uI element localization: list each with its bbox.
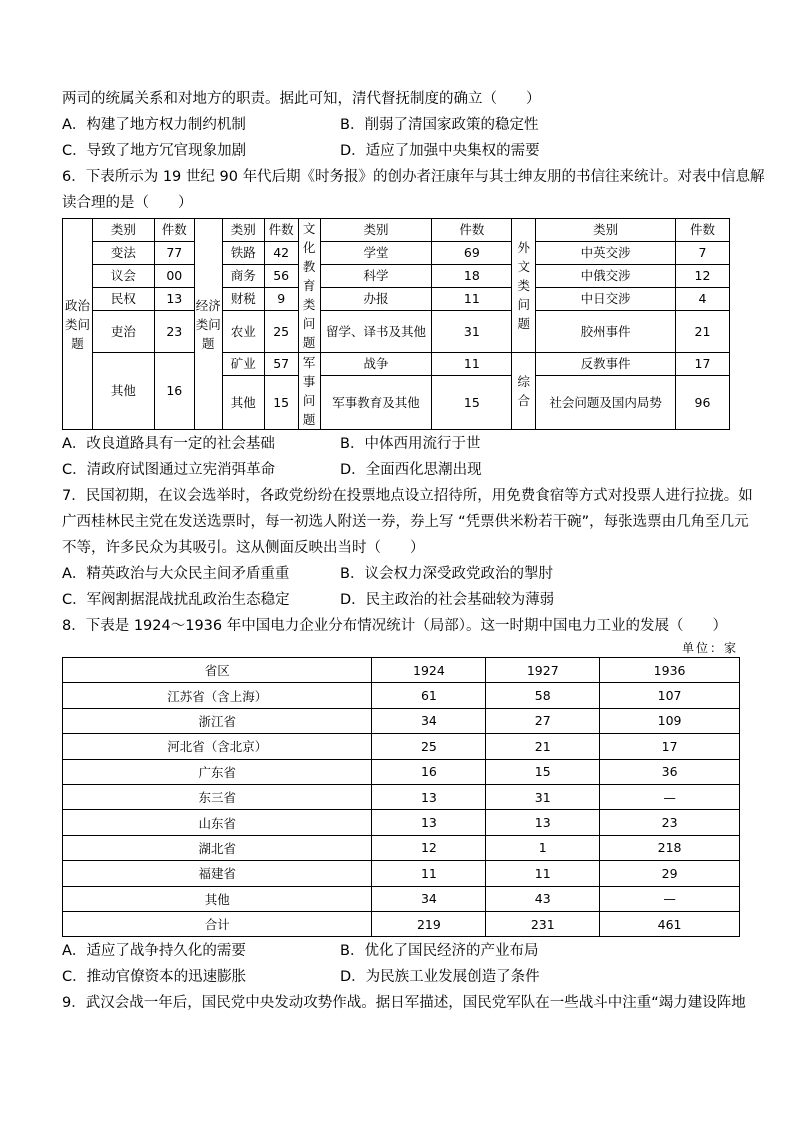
group-military: 军事问题 — [298, 353, 320, 430]
option-c: C．军阀割据混战扰乱政治生态稳定 — [62, 592, 290, 608]
q5-options-row2 — [62, 138, 742, 164]
cell: 13 — [486, 810, 600, 835]
q7-stem-line2: 广西桂林民主党在发送选票时，每一初选人附送一券，券上写 “凭票供米粉若干碗”，每张选票由几角至几元 — [62, 514, 749, 530]
cell-military-cat: 军事教育及其他 — [320, 376, 432, 430]
option-a: A．适应了战争持久化的需要 — [62, 943, 246, 960]
cell: 13 — [372, 784, 486, 809]
cell-culture-num: 11 — [432, 288, 512, 311]
option-b: B．中体西用流行于世 — [340, 436, 481, 452]
cell-foreign-cat: 中日交涉 — [536, 288, 676, 311]
cell: 231 — [486, 911, 600, 936]
header-count: 件数 — [154, 219, 194, 242]
option-d: D．适应了加强中央集权的需要 — [340, 143, 540, 159]
cell: 1 — [486, 835, 600, 860]
cell-general-cat: 反教事件 — [536, 353, 676, 376]
cell-politics-cat: 吏治 — [92, 311, 154, 353]
cell: 福建省 — [63, 861, 372, 886]
header-category: 类别 — [320, 219, 432, 242]
table-row — [63, 810, 740, 835]
group-politics: 政治类问题 — [63, 219, 93, 430]
cell: 25 — [372, 734, 486, 759]
cell-politics-num: 16 — [154, 353, 194, 430]
cell: 广东省 — [63, 759, 372, 784]
cell-foreign-cat: 中俄交涉 — [536, 265, 676, 288]
cell-politics-cat: 议会 — [92, 265, 154, 288]
cell: 东三省 — [63, 784, 372, 809]
q8-options-row2 — [62, 964, 742, 990]
cell-economy-cat: 铁路 — [222, 242, 264, 265]
cell-economy-num: 56 — [264, 265, 298, 288]
cell: 浙江省 — [63, 708, 372, 733]
table-row — [63, 861, 740, 886]
cell: — — [600, 886, 740, 911]
q7-options-row1 — [62, 561, 742, 587]
cell: 34 — [372, 886, 486, 911]
q8-options-row1 — [62, 938, 742, 964]
option-b: B．削弱了清国家政策的稳定性 — [340, 117, 539, 133]
cell: 107 — [600, 683, 740, 708]
cell-culture-num: 69 — [432, 242, 512, 265]
cell-foreign-cat: 胶州事件 — [536, 311, 676, 353]
cell-economy-cat: 农业 — [222, 311, 264, 353]
option-d: D．全面西化思潮出现 — [340, 462, 482, 478]
column-header: 1936 — [600, 658, 740, 683]
cell-economy-num: 15 — [264, 376, 298, 430]
header-category: 类别 — [222, 219, 264, 242]
q6-stem-line2: 读合理的是（ ） — [62, 195, 193, 211]
cell-general-num: 17 — [675, 353, 729, 376]
table-row — [63, 886, 740, 911]
cell-politics-cat: 其他 — [92, 353, 154, 430]
exam-page — [62, 86, 765, 1016]
option-a: A．构建了地方权力制约机制 — [62, 117, 246, 133]
option-d: D．为民族工业发展创造了条件 — [340, 969, 540, 986]
cell-politics-num: 00 — [154, 265, 194, 288]
cell-economy-cat: 矿业 — [222, 353, 264, 376]
cell-economy-cat: 财税 — [222, 288, 264, 311]
cell: 61 — [372, 683, 486, 708]
option-d: D．民主政治的社会基础较为薄弱 — [340, 592, 555, 608]
option-b: B．议会权力深受政党政治的掣肘 — [340, 566, 553, 582]
cell: 其他 — [63, 886, 372, 911]
column-header: 省区 — [63, 658, 372, 683]
table-row — [63, 784, 740, 809]
q8-table — [62, 657, 740, 937]
cell: — — [600, 784, 740, 809]
q9-stem: 9．武汉会战一年后，国民党中央发动攻势作战。据日军描述，国民党军队在一些战斗中注重“竭力建设阵地 — [62, 995, 746, 1012]
cell: 34 — [372, 708, 486, 733]
cell-economy-num: 9 — [264, 288, 298, 311]
cell-economy-num: 57 — [264, 353, 298, 376]
cell-economy-cat: 其他 — [222, 376, 264, 430]
header-category: 类别 — [536, 219, 676, 242]
cell: 23 — [600, 810, 740, 835]
table-row — [63, 835, 740, 860]
cell-politics-cat: 民权 — [92, 288, 154, 311]
option-c: C．清政府试图通过立宪消弭革命 — [62, 462, 276, 478]
cell-economy-cat: 商务 — [222, 265, 264, 288]
q7-stem-line1: 7．民国初期，在议会选举时，各政党纷纷在投票地点设立招待所，用免费食宿等方式对投票人进行拉拢。如 — [62, 488, 753, 504]
q8-stem: 8．下表是 1924～1936 年中国电力企业分布情况统计（局部）。这一时期中国电力工业的发展（ ） — [62, 618, 727, 634]
cell-politics-num: 77 — [154, 242, 194, 265]
cell: 13 — [372, 810, 486, 835]
cell: 17 — [600, 734, 740, 759]
cell-foreign-num: 21 — [675, 311, 729, 353]
cell-culture-cat: 办报 — [320, 288, 432, 311]
header-category: 类别 — [92, 219, 154, 242]
header-count: 件数 — [432, 219, 512, 242]
cell: 109 — [600, 708, 740, 733]
group-general: 综合 — [512, 353, 536, 430]
cell-foreign-num: 7 — [675, 242, 729, 265]
q6-options-row1 — [62, 431, 742, 457]
table-row — [63, 759, 740, 784]
cell: 湖北省 — [63, 835, 372, 860]
cell-politics-num: 23 — [154, 311, 194, 353]
table-header-row — [63, 658, 740, 683]
q5-options-row1 — [62, 112, 742, 138]
cell-economy-num: 42 — [264, 242, 298, 265]
column-header: 1924 — [372, 658, 486, 683]
cell: 15 — [486, 759, 600, 784]
cell-military-cat: 战争 — [320, 353, 432, 376]
cell-culture-cat: 学堂 — [320, 242, 432, 265]
cell-economy-num: 25 — [264, 311, 298, 353]
option-a: A．改良道路具有一定的社会基础 — [62, 436, 275, 452]
cell-military-num: 11 — [432, 353, 512, 376]
cell: 461 — [600, 911, 740, 936]
q8-unit: 单位：家 — [681, 641, 738, 655]
cell-general-cat: 社会问题及国内局势 — [536, 376, 676, 430]
cell: 合计 — [63, 911, 372, 936]
cell: 27 — [486, 708, 600, 733]
table-row-total — [63, 911, 740, 936]
cell-military-num: 15 — [432, 376, 512, 430]
cell: 11 — [486, 861, 600, 886]
cell: 山东省 — [63, 810, 372, 835]
group-foreign: 外文类问题 — [512, 219, 536, 353]
cell-politics-num: 13 — [154, 288, 194, 311]
q6-table — [62, 218, 730, 430]
q6-stem-line1: 6．下表所示为 19 世纪 90 年代后期《时务报》的创办者汪康年与其士绅友朋的书信往来统计。对表中信息解 — [62, 169, 765, 185]
cell: 36 — [600, 759, 740, 784]
cell-culture-cat: 科学 — [320, 265, 432, 288]
header-count: 件数 — [264, 219, 298, 242]
cell: 219 — [372, 911, 486, 936]
cell-politics-cat: 变法 — [92, 242, 154, 265]
cell: 218 — [600, 835, 740, 860]
option-c: C．推动官僚资本的迅速膨胀 — [62, 969, 247, 986]
cell: 11 — [372, 861, 486, 886]
cell: 31 — [486, 784, 600, 809]
cell: 河北省（含北京） — [63, 734, 372, 759]
table-row — [63, 683, 740, 708]
option-b: B．优化了国民经济的产业布局 — [340, 943, 539, 960]
cell: 21 — [486, 734, 600, 759]
cell: 43 — [486, 886, 600, 911]
cell: 16 — [372, 759, 486, 784]
cell-general-num: 96 — [675, 376, 729, 430]
header-count: 件数 — [675, 219, 729, 242]
option-c: C．导致了地方冗官现象加剧 — [62, 143, 247, 159]
cell: 58 — [486, 683, 600, 708]
cell: 江苏省（含上海） — [63, 683, 372, 708]
table-row — [63, 708, 740, 733]
column-header: 1927 — [486, 658, 600, 683]
cell-culture-num: 31 — [432, 311, 512, 353]
cell-foreign-num: 12 — [675, 265, 729, 288]
cell: 29 — [600, 861, 740, 886]
q7-options-row2 — [62, 587, 742, 613]
q6-options-row2 — [62, 457, 742, 483]
cell-culture-cat: 留学、译书及其他 — [320, 311, 432, 353]
table-row — [63, 734, 740, 759]
option-a: A．精英政治与大众民主间矛盾重重 — [62, 566, 290, 582]
group-economy: 经济类问题 — [194, 219, 222, 430]
cell: 12 — [372, 835, 486, 860]
group-culture: 文化教育类问题 — [298, 219, 320, 353]
q7-stem-line3: 不等，许多民众为其吸引。这从侧面反映出当时（ ） — [62, 540, 425, 556]
cell-foreign-cat: 中英交涉 — [536, 242, 676, 265]
cell-culture-num: 18 — [432, 265, 512, 288]
cell-foreign-num: 4 — [675, 288, 729, 311]
q5-stem: 两司的统属关系和对地方的职责。据此可知，清代督抚制度的确立（ ） — [62, 91, 541, 107]
